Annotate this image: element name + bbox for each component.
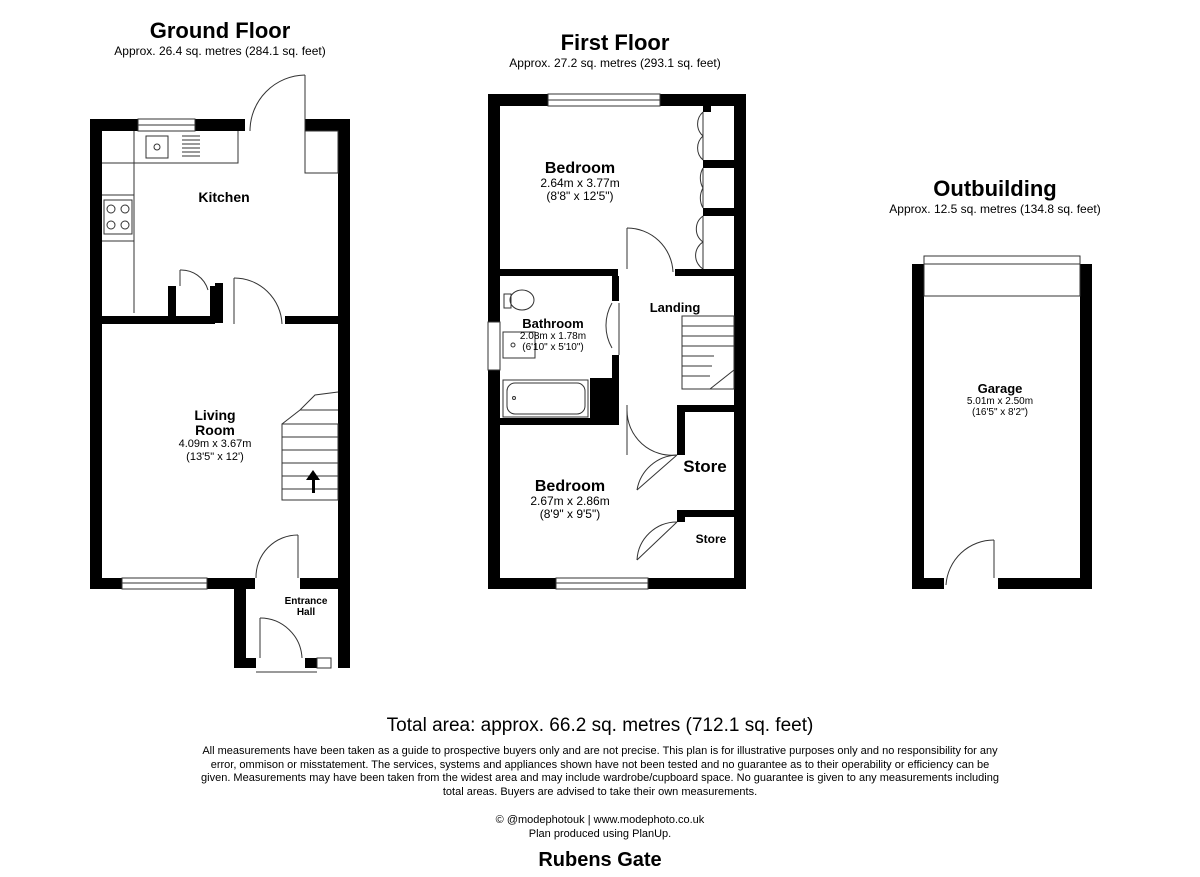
room-dims-living-room: 4.09m x 3.67m <box>178 438 252 450</box>
outbuilding-header <box>865 176 1125 216</box>
room-dims-imperial-bedroom-1: (8'8" x 12'5") <box>546 189 614 203</box>
room-label-landing: Landing <box>649 300 701 315</box>
room-label-bathroom: Bathroom <box>522 316 584 331</box>
room-label-bedroom-1: Bedroom <box>544 160 616 177</box>
room-label-bedroom-2: Bedroom <box>534 478 606 495</box>
first-floor-area: Approx. 27.2 sq. metres (293.1 sq. feet) <box>509 56 721 70</box>
room-label-garage: Garage <box>977 381 1023 396</box>
room-dims-bedroom-2: 2.67m x 2.86m <box>530 494 610 508</box>
outbuilding-area: Approx. 12.5 sq. metres (134.8 sq. feet) <box>889 202 1101 216</box>
ground-floor-area: Approx. 26.4 sq. metres (284.1 sq. feet) <box>114 44 326 58</box>
credits <box>400 814 800 841</box>
room-dims-bathroom: 2.08m x 1.78m <box>519 331 587 342</box>
first-floor-title: First Floor <box>560 30 670 55</box>
ground-floor-plan <box>90 75 350 672</box>
disclaimer-text: All measurements have been taken as a guide to prospective buyers only and are not precise. This plan is for illustrative purposes only and no responsibility for any error, ommison or misstatement. The services, systems and appliances shown have not been tested and no guarantee as to their operability or efficiency can be given. Measurements may have been taken from the widest area and may include wardrobe/cupboard space. No guarantee is given to any measurements including total areas. Buyers are advised to take their own measurements. <box>201 745 999 798</box>
room-label-store-2: Store <box>695 532 727 546</box>
room-bathroom <box>503 317 603 353</box>
room-bedroom-1 <box>520 160 640 203</box>
room-living-room <box>150 408 280 464</box>
room-dims-bedroom-1: 2.64m x 3.77m <box>540 176 620 190</box>
outbuilding-plan <box>912 256 1092 589</box>
room-dims-imperial-bedroom-2: (8'9" x 9'5") <box>539 507 601 521</box>
total-area: Total area: approx. 66.2 sq. metres (712.1 sq. feet) <box>386 715 814 736</box>
room-bedroom-2 <box>510 478 630 521</box>
room-label-entrance-hall: Entrance Hall <box>284 596 328 618</box>
room-dims-imperial-bathroom: (6'10" x 5'10") <box>522 342 584 353</box>
outbuilding-title: Outbuilding <box>933 176 1057 201</box>
first-floor-header <box>485 30 745 70</box>
room-label-store-1: Store <box>683 457 727 476</box>
room-label-kitchen: Kitchen <box>198 189 250 205</box>
credit-line-1: © @modephotouk | www.modephoto.co.uk <box>495 814 705 826</box>
room-garage <box>940 382 1060 418</box>
ground-floor-title: Ground Floor <box>149 18 291 43</box>
credit-line-2: Plan produced using PlanUp. <box>528 827 672 840</box>
room-dims-garage: 5.01m x 2.50m <box>966 396 1034 407</box>
room-dims-imperial-garage: (16'5" x 8'2") <box>972 407 1028 418</box>
room-label-living-room: Living Room <box>194 407 236 438</box>
room-dims-imperial-living-room: (13'5" x 12') <box>186 451 244 463</box>
property-address: Rubens Gate <box>538 849 662 871</box>
ground-floor-header <box>90 18 350 58</box>
